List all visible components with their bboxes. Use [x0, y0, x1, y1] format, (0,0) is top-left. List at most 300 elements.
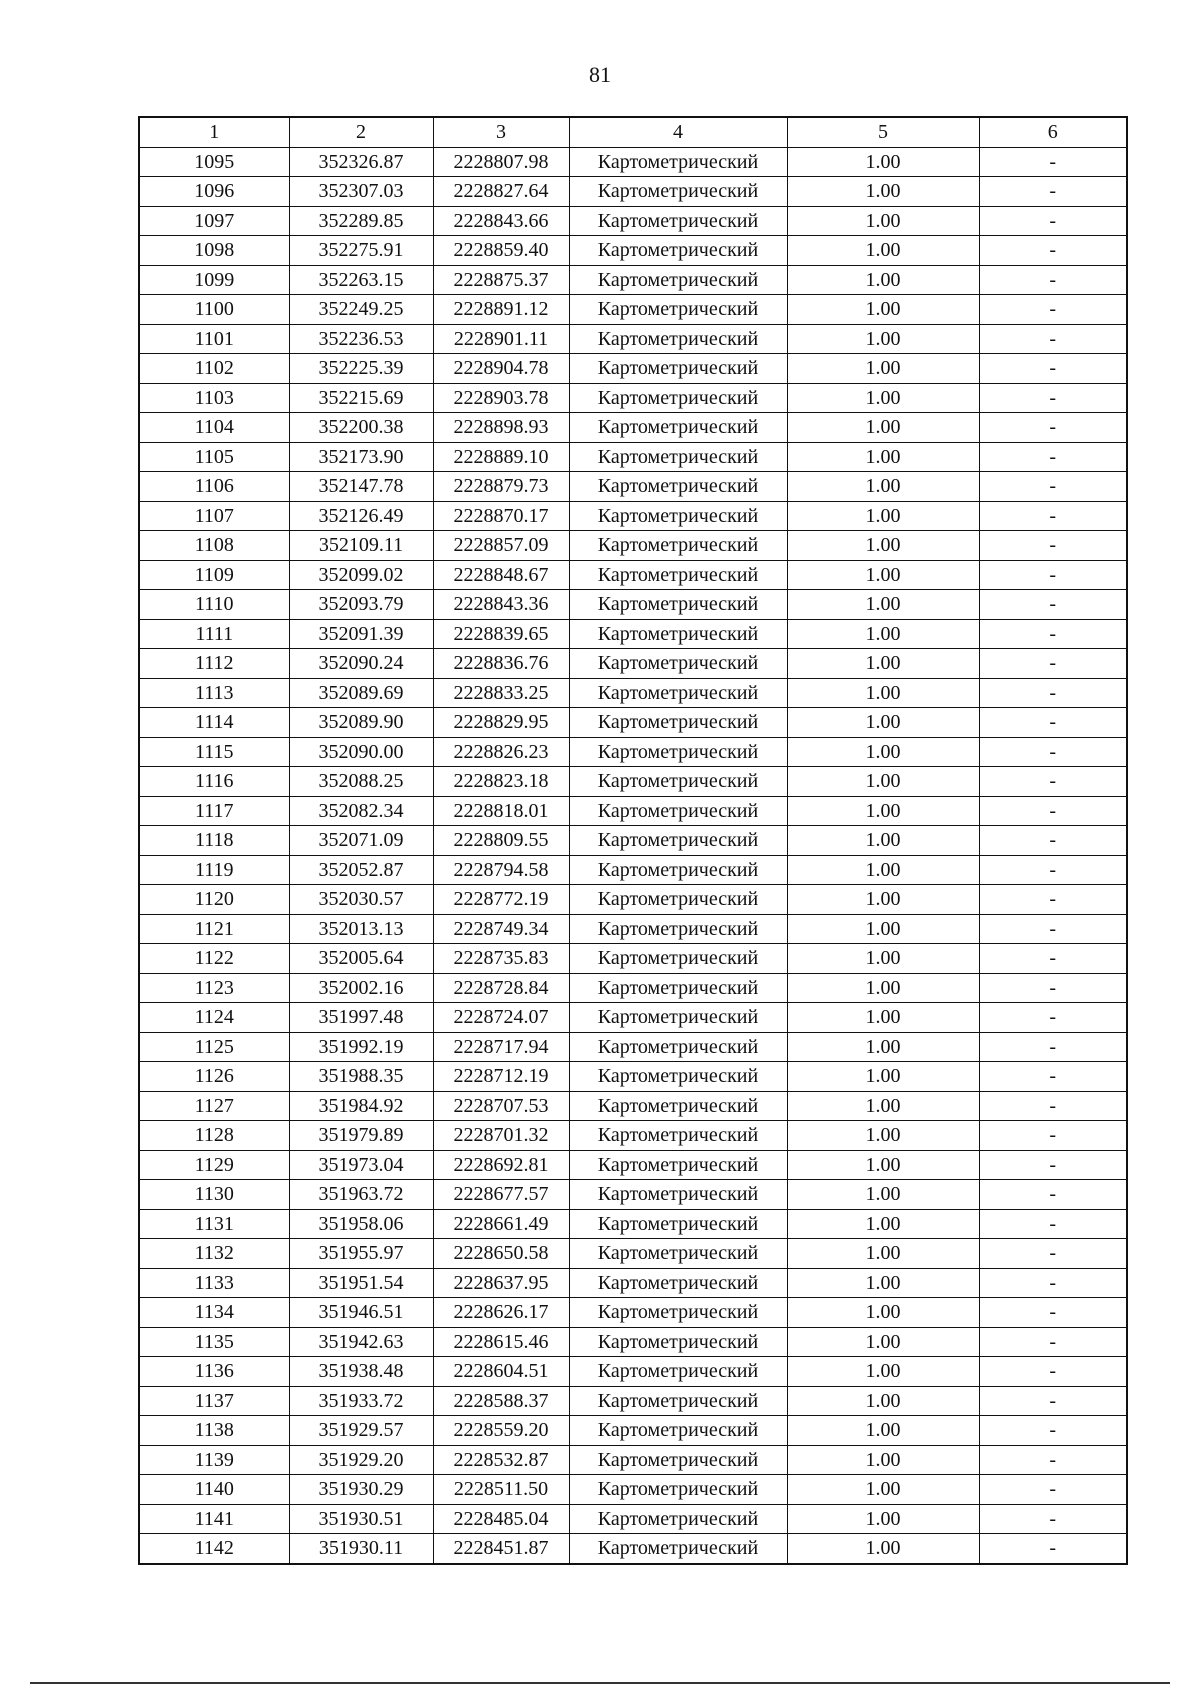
note-cell: -: [979, 885, 1127, 915]
method-cell: Картометрический: [569, 560, 787, 590]
x-coordinate-cell: 352030.57: [289, 885, 433, 915]
x-coordinate-cell: 352088.25: [289, 767, 433, 797]
x-coordinate-cell: 352099.02: [289, 560, 433, 590]
point-number-cell: 1134: [139, 1298, 289, 1328]
method-cell: Картометрический: [569, 383, 787, 413]
accuracy-cell: 1.00: [787, 206, 979, 236]
table-row: [139, 1032, 1127, 1062]
scan-edge-line: [30, 1682, 1170, 1684]
accuracy-cell: 1.00: [787, 1062, 979, 1092]
table-row: [139, 767, 1127, 797]
accuracy-cell: 1.00: [787, 590, 979, 620]
x-coordinate-cell: 351988.35: [289, 1062, 433, 1092]
table-row: [139, 1298, 1127, 1328]
table-row: [139, 1416, 1127, 1446]
point-number-cell: 1122: [139, 944, 289, 974]
y-coordinate-cell: 2228903.78: [433, 383, 569, 413]
table-row: [139, 796, 1127, 826]
y-coordinate-cell: 2228833.25: [433, 678, 569, 708]
point-number-cell: 1113: [139, 678, 289, 708]
accuracy-cell: 1.00: [787, 236, 979, 266]
header-row: [139, 117, 1127, 147]
accuracy-cell: 1.00: [787, 1445, 979, 1475]
method-cell: Картометрический: [569, 973, 787, 1003]
note-cell: -: [979, 206, 1127, 236]
column-header: 6: [979, 117, 1127, 147]
point-number-cell: 1108: [139, 531, 289, 561]
method-cell: Картометрический: [569, 1268, 787, 1298]
point-number-cell: 1102: [139, 354, 289, 384]
note-cell: -: [979, 1445, 1127, 1475]
y-coordinate-cell: 2228891.12: [433, 295, 569, 325]
y-coordinate-cell: 2228818.01: [433, 796, 569, 826]
point-number-cell: 1137: [139, 1386, 289, 1416]
method-cell: Картометрический: [569, 1091, 787, 1121]
y-coordinate-cell: 2228836.76: [433, 649, 569, 679]
accuracy-cell: 1.00: [787, 1003, 979, 1033]
table-header: [139, 117, 1127, 147]
x-coordinate-cell: 352326.87: [289, 147, 433, 177]
point-number-cell: 1107: [139, 501, 289, 531]
method-cell: Картометрический: [569, 885, 787, 915]
x-coordinate-cell: 351938.48: [289, 1357, 433, 1387]
note-cell: -: [979, 1504, 1127, 1534]
accuracy-cell: 1.00: [787, 855, 979, 885]
table-row: [139, 354, 1127, 384]
x-coordinate-cell: 351979.89: [289, 1121, 433, 1151]
point-number-cell: 1128: [139, 1121, 289, 1151]
note-cell: -: [979, 472, 1127, 502]
accuracy-cell: 1.00: [787, 1032, 979, 1062]
coordinates-table: [138, 116, 1128, 1565]
note-cell: -: [979, 501, 1127, 531]
x-coordinate-cell: 351946.51: [289, 1298, 433, 1328]
y-coordinate-cell: 2228772.19: [433, 885, 569, 915]
note-cell: -: [979, 1003, 1127, 1033]
note-cell: -: [979, 590, 1127, 620]
accuracy-cell: 1.00: [787, 265, 979, 295]
accuracy-cell: 1.00: [787, 708, 979, 738]
accuracy-cell: 1.00: [787, 472, 979, 502]
point-number-cell: 1120: [139, 885, 289, 915]
table-row: [139, 265, 1127, 295]
y-coordinate-cell: 2228677.57: [433, 1180, 569, 1210]
y-coordinate-cell: 2228827.64: [433, 177, 569, 207]
note-cell: -: [979, 1268, 1127, 1298]
method-cell: Картометрический: [569, 678, 787, 708]
x-coordinate-cell: 352275.91: [289, 236, 433, 266]
x-coordinate-cell: 352147.78: [289, 472, 433, 502]
table-row: [139, 147, 1127, 177]
table-row: [139, 1386, 1127, 1416]
table-row: [139, 1504, 1127, 1534]
point-number-cell: 1100: [139, 295, 289, 325]
method-cell: Картометрический: [569, 147, 787, 177]
y-coordinate-cell: 2228588.37: [433, 1386, 569, 1416]
note-cell: -: [979, 1209, 1127, 1239]
accuracy-cell: 1.00: [787, 1121, 979, 1151]
point-number-cell: 1138: [139, 1416, 289, 1446]
accuracy-cell: 1.00: [787, 1386, 979, 1416]
y-coordinate-cell: 2228898.93: [433, 413, 569, 443]
method-cell: Картометрический: [569, 354, 787, 384]
method-cell: Картометрический: [569, 1327, 787, 1357]
note-cell: -: [979, 442, 1127, 472]
y-coordinate-cell: 2228532.87: [433, 1445, 569, 1475]
table-row: [139, 855, 1127, 885]
y-coordinate-cell: 2228749.34: [433, 914, 569, 944]
note-cell: -: [979, 619, 1127, 649]
note-cell: -: [979, 560, 1127, 590]
x-coordinate-cell: 352091.39: [289, 619, 433, 649]
note-cell: -: [979, 147, 1127, 177]
note-cell: -: [979, 265, 1127, 295]
y-coordinate-cell: 2228823.18: [433, 767, 569, 797]
y-coordinate-cell: 2228794.58: [433, 855, 569, 885]
point-number-cell: 1111: [139, 619, 289, 649]
note-cell: -: [979, 973, 1127, 1003]
note-cell: -: [979, 1180, 1127, 1210]
point-number-cell: 1101: [139, 324, 289, 354]
x-coordinate-cell: 352289.85: [289, 206, 433, 236]
accuracy-cell: 1.00: [787, 147, 979, 177]
x-coordinate-cell: 352013.13: [289, 914, 433, 944]
method-cell: Картометрический: [569, 206, 787, 236]
y-coordinate-cell: 2228829.95: [433, 708, 569, 738]
point-number-cell: 1126: [139, 1062, 289, 1092]
table-row: [139, 914, 1127, 944]
point-number-cell: 1114: [139, 708, 289, 738]
column-header: 5: [787, 117, 979, 147]
method-cell: Картометрический: [569, 236, 787, 266]
note-cell: -: [979, 354, 1127, 384]
x-coordinate-cell: 351984.92: [289, 1091, 433, 1121]
accuracy-cell: 1.00: [787, 560, 979, 590]
method-cell: Картометрический: [569, 1032, 787, 1062]
method-cell: Картометрический: [569, 767, 787, 797]
table-row: [139, 1180, 1127, 1210]
x-coordinate-cell: 351955.97: [289, 1239, 433, 1269]
accuracy-cell: 1.00: [787, 973, 979, 1003]
y-coordinate-cell: 2228843.66: [433, 206, 569, 236]
accuracy-cell: 1.00: [787, 914, 979, 944]
x-coordinate-cell: 352089.90: [289, 708, 433, 738]
x-coordinate-cell: 351930.51: [289, 1504, 433, 1534]
x-coordinate-cell: 351929.57: [289, 1416, 433, 1446]
x-coordinate-cell: 351992.19: [289, 1032, 433, 1062]
column-header: 1: [139, 117, 289, 147]
method-cell: Картометрический: [569, 1209, 787, 1239]
column-header: 2: [289, 117, 433, 147]
point-number-cell: 1118: [139, 826, 289, 856]
table-row: [139, 442, 1127, 472]
x-coordinate-cell: 351951.54: [289, 1268, 433, 1298]
accuracy-cell: 1.00: [787, 1298, 979, 1328]
accuracy-cell: 1.00: [787, 413, 979, 443]
accuracy-cell: 1.00: [787, 442, 979, 472]
method-cell: Картометрический: [569, 442, 787, 472]
point-number-cell: 1097: [139, 206, 289, 236]
method-cell: Картометрический: [569, 1180, 787, 1210]
y-coordinate-cell: 2228650.58: [433, 1239, 569, 1269]
x-coordinate-cell: 352090.24: [289, 649, 433, 679]
table-row: [139, 560, 1127, 590]
note-cell: -: [979, 177, 1127, 207]
table-row: [139, 1268, 1127, 1298]
accuracy-cell: 1.00: [787, 678, 979, 708]
accuracy-cell: 1.00: [787, 177, 979, 207]
point-number-cell: 1140: [139, 1475, 289, 1505]
accuracy-cell: 1.00: [787, 885, 979, 915]
y-coordinate-cell: 2228451.87: [433, 1534, 569, 1564]
method-cell: Картометрический: [569, 265, 787, 295]
method-cell: Картометрический: [569, 590, 787, 620]
method-cell: Картометрический: [569, 914, 787, 944]
point-number-cell: 1115: [139, 737, 289, 767]
y-coordinate-cell: 2228859.40: [433, 236, 569, 266]
table-body: [139, 147, 1127, 1564]
y-coordinate-cell: 2228511.50: [433, 1475, 569, 1505]
note-cell: -: [979, 1534, 1127, 1564]
table-row: [139, 885, 1127, 915]
note-cell: -: [979, 1357, 1127, 1387]
point-number-cell: 1141: [139, 1504, 289, 1534]
y-coordinate-cell: 2228692.81: [433, 1150, 569, 1180]
table-row: [139, 590, 1127, 620]
point-number-cell: 1099: [139, 265, 289, 295]
x-coordinate-cell: 351973.04: [289, 1150, 433, 1180]
note-cell: -: [979, 914, 1127, 944]
table-row: [139, 826, 1127, 856]
accuracy-cell: 1.00: [787, 501, 979, 531]
x-coordinate-cell: 351929.20: [289, 1445, 433, 1475]
y-coordinate-cell: 2228870.17: [433, 501, 569, 531]
accuracy-cell: 1.00: [787, 944, 979, 974]
y-coordinate-cell: 2228904.78: [433, 354, 569, 384]
table-row: [139, 472, 1127, 502]
accuracy-cell: 1.00: [787, 737, 979, 767]
y-coordinate-cell: 2228707.53: [433, 1091, 569, 1121]
point-number-cell: 1096: [139, 177, 289, 207]
y-coordinate-cell: 2228604.51: [433, 1357, 569, 1387]
x-coordinate-cell: 351963.72: [289, 1180, 433, 1210]
x-coordinate-cell: 352082.34: [289, 796, 433, 826]
table-row: [139, 1239, 1127, 1269]
point-number-cell: 1117: [139, 796, 289, 826]
point-number-cell: 1130: [139, 1180, 289, 1210]
note-cell: -: [979, 1416, 1127, 1446]
x-coordinate-cell: 352225.39: [289, 354, 433, 384]
point-number-cell: 1139: [139, 1445, 289, 1475]
accuracy-cell: 1.00: [787, 1327, 979, 1357]
method-cell: Картометрический: [569, 177, 787, 207]
method-cell: Картометрический: [569, 1150, 787, 1180]
table-row: [139, 708, 1127, 738]
point-number-cell: 1127: [139, 1091, 289, 1121]
method-cell: Картометрический: [569, 1062, 787, 1092]
accuracy-cell: 1.00: [787, 796, 979, 826]
method-cell: Картометрический: [569, 708, 787, 738]
note-cell: -: [979, 531, 1127, 561]
accuracy-cell: 1.00: [787, 324, 979, 354]
accuracy-cell: 1.00: [787, 1357, 979, 1387]
point-number-cell: 1125: [139, 1032, 289, 1062]
note-cell: -: [979, 767, 1127, 797]
x-coordinate-cell: 352093.79: [289, 590, 433, 620]
method-cell: Картометрический: [569, 501, 787, 531]
point-number-cell: 1132: [139, 1239, 289, 1269]
y-coordinate-cell: 2228735.83: [433, 944, 569, 974]
accuracy-cell: 1.00: [787, 1534, 979, 1564]
point-number-cell: 1110: [139, 590, 289, 620]
method-cell: Картометрический: [569, 1386, 787, 1416]
y-coordinate-cell: 2228724.07: [433, 1003, 569, 1033]
note-cell: -: [979, 1239, 1127, 1269]
accuracy-cell: 1.00: [787, 619, 979, 649]
y-coordinate-cell: 2228701.32: [433, 1121, 569, 1151]
method-cell: Картометрический: [569, 472, 787, 502]
note-cell: -: [979, 383, 1127, 413]
x-coordinate-cell: 352071.09: [289, 826, 433, 856]
accuracy-cell: 1.00: [787, 767, 979, 797]
y-coordinate-cell: 2228875.37: [433, 265, 569, 295]
point-number-cell: 1106: [139, 472, 289, 502]
method-cell: Картометрический: [569, 796, 787, 826]
note-cell: -: [979, 1091, 1127, 1121]
x-coordinate-cell: 352052.87: [289, 855, 433, 885]
x-coordinate-cell: 352002.16: [289, 973, 433, 1003]
method-cell: Картометрический: [569, 1239, 787, 1269]
method-cell: Картометрический: [569, 324, 787, 354]
point-number-cell: 1135: [139, 1327, 289, 1357]
point-number-cell: 1124: [139, 1003, 289, 1033]
accuracy-cell: 1.00: [787, 649, 979, 679]
table-row: [139, 1121, 1127, 1151]
table-row: [139, 501, 1127, 531]
method-cell: Картометрический: [569, 1534, 787, 1564]
table-row: [139, 324, 1127, 354]
point-number-cell: 1119: [139, 855, 289, 885]
x-coordinate-cell: 352090.00: [289, 737, 433, 767]
x-coordinate-cell: 352109.11: [289, 531, 433, 561]
y-coordinate-cell: 2228879.73: [433, 472, 569, 502]
method-cell: Картометрический: [569, 619, 787, 649]
note-cell: -: [979, 737, 1127, 767]
x-coordinate-cell: 351942.63: [289, 1327, 433, 1357]
table-row: [139, 649, 1127, 679]
point-number-cell: 1129: [139, 1150, 289, 1180]
x-coordinate-cell: 352236.53: [289, 324, 433, 354]
accuracy-cell: 1.00: [787, 1091, 979, 1121]
table-row: [139, 383, 1127, 413]
note-cell: -: [979, 678, 1127, 708]
point-number-cell: 1133: [139, 1268, 289, 1298]
table-row: [139, 944, 1127, 974]
method-cell: Картометрический: [569, 1445, 787, 1475]
method-cell: Картометрический: [569, 1416, 787, 1446]
y-coordinate-cell: 2228559.20: [433, 1416, 569, 1446]
y-coordinate-cell: 2228626.17: [433, 1298, 569, 1328]
method-cell: Картометрический: [569, 855, 787, 885]
note-cell: -: [979, 1150, 1127, 1180]
x-coordinate-cell: 351930.29: [289, 1475, 433, 1505]
y-coordinate-cell: 2228857.09: [433, 531, 569, 561]
table-row: [139, 1091, 1127, 1121]
point-number-cell: 1136: [139, 1357, 289, 1387]
x-coordinate-cell: 351997.48: [289, 1003, 433, 1033]
column-header: 3: [433, 117, 569, 147]
table-row: [139, 973, 1127, 1003]
x-coordinate-cell: 351933.72: [289, 1386, 433, 1416]
table-row: [139, 206, 1127, 236]
table-row: [139, 1327, 1127, 1357]
note-cell: -: [979, 944, 1127, 974]
y-coordinate-cell: 2228728.84: [433, 973, 569, 1003]
table-row: [139, 1209, 1127, 1239]
y-coordinate-cell: 2228807.98: [433, 147, 569, 177]
accuracy-cell: 1.00: [787, 383, 979, 413]
y-coordinate-cell: 2228661.49: [433, 1209, 569, 1239]
accuracy-cell: 1.00: [787, 1268, 979, 1298]
note-cell: -: [979, 826, 1127, 856]
y-coordinate-cell: 2228717.94: [433, 1032, 569, 1062]
method-cell: Картометрический: [569, 737, 787, 767]
table-row: [139, 1003, 1127, 1033]
page-number: 81: [589, 62, 611, 87]
note-cell: -: [979, 1475, 1127, 1505]
method-cell: Картометрический: [569, 531, 787, 561]
method-cell: Картометрический: [569, 944, 787, 974]
y-coordinate-cell: 2228637.95: [433, 1268, 569, 1298]
accuracy-cell: 1.00: [787, 295, 979, 325]
method-cell: Картометрический: [569, 1504, 787, 1534]
accuracy-cell: 1.00: [787, 1475, 979, 1505]
table-row: [139, 678, 1127, 708]
x-coordinate-cell: 352005.64: [289, 944, 433, 974]
note-cell: -: [979, 855, 1127, 885]
y-coordinate-cell: 2228809.55: [433, 826, 569, 856]
method-cell: Картометрический: [569, 413, 787, 443]
table-row: [139, 1357, 1127, 1387]
point-number-cell: 1105: [139, 442, 289, 472]
y-coordinate-cell: 2228712.19: [433, 1062, 569, 1092]
point-number-cell: 1121: [139, 914, 289, 944]
x-coordinate-cell: 352249.25: [289, 295, 433, 325]
x-coordinate-cell: 352173.90: [289, 442, 433, 472]
table-row: [139, 619, 1127, 649]
point-number-cell: 1142: [139, 1534, 289, 1564]
x-coordinate-cell: 352307.03: [289, 177, 433, 207]
x-coordinate-cell: 352200.38: [289, 413, 433, 443]
point-number-cell: 1116: [139, 767, 289, 797]
note-cell: -: [979, 324, 1127, 354]
accuracy-cell: 1.00: [787, 1416, 979, 1446]
accuracy-cell: 1.00: [787, 354, 979, 384]
x-coordinate-cell: 352263.15: [289, 265, 433, 295]
y-coordinate-cell: 2228839.65: [433, 619, 569, 649]
method-cell: Картометрический: [569, 1121, 787, 1151]
table-row: [139, 1475, 1127, 1505]
note-cell: -: [979, 236, 1127, 266]
x-coordinate-cell: 352215.69: [289, 383, 433, 413]
point-number-cell: 1098: [139, 236, 289, 266]
point-number-cell: 1112: [139, 649, 289, 679]
accuracy-cell: 1.00: [787, 1150, 979, 1180]
table-row: [139, 295, 1127, 325]
table-row: [139, 177, 1127, 207]
point-number-cell: 1104: [139, 413, 289, 443]
method-cell: Картометрический: [569, 1475, 787, 1505]
